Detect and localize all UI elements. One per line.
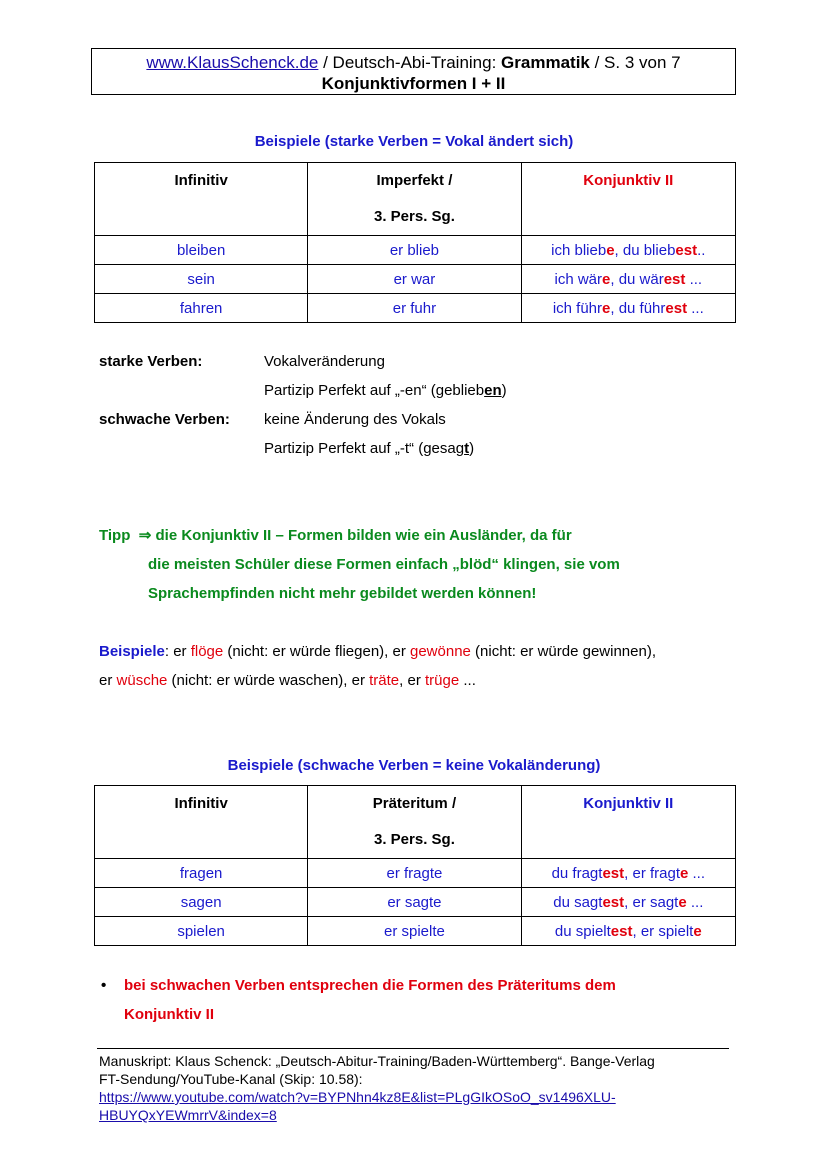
strong-label: starke Verben: (99, 353, 203, 370)
tip-line-2: die meisten Schüler diese Formen einfach „blöd“ klingen, sie vom (148, 556, 620, 573)
cell-praeteritum: er fragte (308, 859, 521, 888)
header-praeteritum: Präteritum / 3. Pers. Sg. (308, 786, 521, 859)
strong-caption: Beispiele (starke Verben = Vokal ändert sich) (254, 133, 574, 150)
cell-imperfekt: er blieb (308, 236, 521, 265)
footer-line-1: Manuskript: Klaus Schenck: „Deutsch-Abitur-Training/Baden-Württemberg“. Bange-Verlag (99, 1053, 655, 1069)
bullet-icon: • (101, 977, 107, 994)
cell-infinitiv: spielen (95, 917, 308, 946)
site-link[interactable]: www.KlausSchenck.de (146, 53, 319, 72)
tip-line-3: Sprachempfinden nicht mehr gebildet werden können! (148, 585, 537, 602)
page-header (91, 48, 736, 95)
bullet-line-1: bei schwachen Verben entsprechen die Formen des Präteritums dem (124, 977, 616, 994)
bullet-line-2: Konjunktiv II (124, 1006, 214, 1023)
cell-konjunktiv: du spieltest, er spielte (521, 917, 735, 946)
weak-caption: Beispiele (schwache Verben = keine Vokaländerung) (227, 757, 601, 774)
cell-infinitiv: sagen (95, 888, 308, 917)
header-mid: / Deutsch-Abi-Training: (318, 53, 502, 72)
cell-konjunktiv: du fragtest, er fragte ... (521, 859, 735, 888)
header-infinitiv: Infinitiv (95, 163, 308, 236)
examples-line-2: er wüsche (nicht: er würde waschen), er träte, er trüge ... (99, 672, 476, 689)
header-infinitiv: Infinitiv (95, 786, 308, 859)
cell-konjunktiv: ich bliebe, du bliebest.. (521, 236, 735, 265)
cell-infinitiv: fragen (95, 859, 308, 888)
table-header-row (95, 163, 736, 236)
cell-imperfekt: er war (308, 265, 521, 294)
cell-konjunktiv: ich führe, du führest ... (521, 294, 735, 323)
header-konjunktiv: Konjunktiv II (521, 163, 735, 236)
header-line-1 (92, 52, 735, 73)
table-row (95, 236, 736, 265)
youtube-link-cont[interactable]: HBUYQxYEWmrrV&index=8 (99, 1107, 277, 1123)
cell-praeteritum: er spielte (308, 917, 521, 946)
examples-line-1: Beispiele: er flöge (nicht: er würde fliegen), er gewönne (nicht: er würde gewinnen), (99, 643, 656, 660)
cell-imperfekt: er fuhr (308, 294, 521, 323)
cell-praeteritum: er sagte (308, 888, 521, 917)
strong-def-2: Partizip Perfekt auf „-en“ (geblieben) (264, 382, 507, 399)
table-row (95, 888, 736, 917)
header-page: / S. 3 von 7 (589, 53, 681, 72)
arrow-icon: ⇒ (138, 527, 152, 544)
header-konjunktiv: Konjunktiv II (521, 786, 735, 859)
cell-infinitiv: fahren (95, 294, 308, 323)
page-title: Konjunktivformen I + II (321, 74, 506, 93)
cell-konjunktiv: du sagtest, er sagte ... (521, 888, 735, 917)
cell-konjunktiv: ich wäre, du wärest ... (521, 265, 735, 294)
table-row (95, 265, 736, 294)
header-imperfekt: Imperfekt / 3. Pers. Sg. (308, 163, 521, 236)
footer-divider (97, 1048, 729, 1049)
cell-infinitiv: bleiben (95, 236, 308, 265)
table-row (95, 917, 736, 946)
footer-line-2: FT-Sendung/YouTube-Kanal (Skip: 10.58): (99, 1071, 363, 1087)
cell-infinitiv: sein (95, 265, 308, 294)
header-bold: Grammatik (501, 53, 590, 72)
weak-verbs-table (94, 785, 736, 946)
weak-def-1: keine Änderung des Vokals (264, 411, 446, 428)
strong-def-1: Vokalveränderung (264, 353, 385, 370)
tip-line-1: Tipp ⇒ die Konjunktiv II – Formen bilden wie ein Ausländer, da für (99, 527, 572, 544)
youtube-link[interactable]: https://www.youtube.com/watch?v=BYPNhn4kz8E&list=PLgGIkOSoO_sv1496XLU- (99, 1089, 616, 1105)
table-row (95, 859, 736, 888)
footer-url (99, 1088, 616, 1124)
table-header-row (95, 786, 736, 859)
weak-def-2: Partizip Perfekt auf „-t“ (gesagt) (264, 440, 475, 457)
weak-label: schwache Verben: (99, 411, 230, 428)
table-row (95, 294, 736, 323)
strong-verbs-table (94, 162, 736, 323)
